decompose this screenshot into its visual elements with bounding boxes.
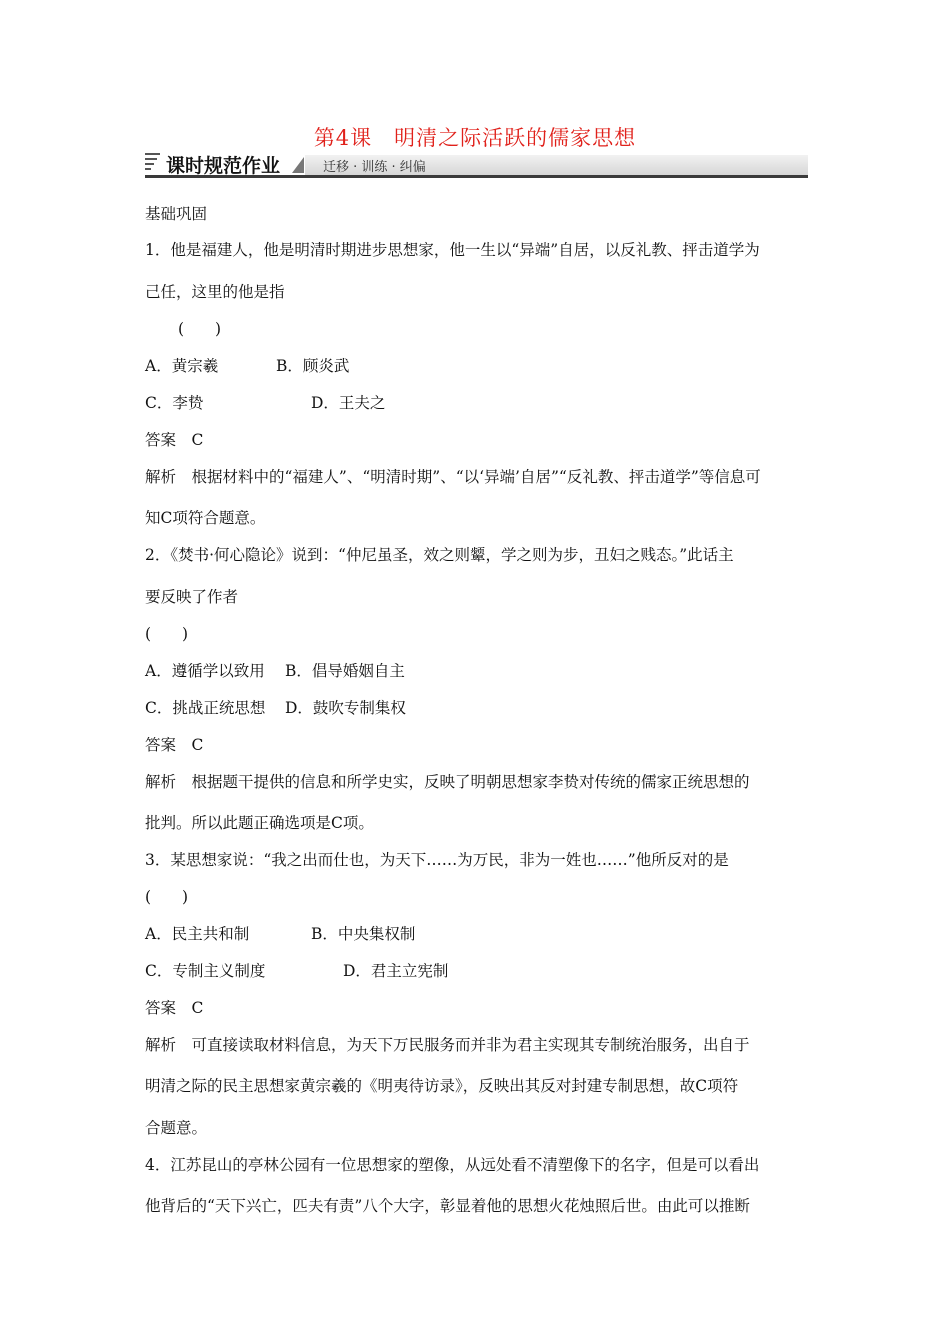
q1-answer: 答案 C xyxy=(145,431,204,449)
q2-stem-line1: 2．《焚书·何心隐论》说到：“仲尼虽圣，效之则颦，学之则为步，丑妇之贱态。”此话主 xyxy=(145,546,734,564)
q1-explanation-line1: 解析 根据材料中的“福建人”、“明清时期”、“以‘异端’自居”“反礼教、抨击道学”等信息可 xyxy=(145,468,761,486)
q1-option-b: B．顾炎武 xyxy=(276,357,350,375)
q3-option-b: B．中央集权制 xyxy=(311,925,416,943)
q2-explanation-line2: 批判。所以此题正确选项是C项。 xyxy=(145,814,374,832)
q1-stem-line2: 己任，这里的他是指 xyxy=(145,283,285,301)
q3-explanation-line3: 合题意。 xyxy=(145,1119,208,1137)
q3-answer: 答案 C xyxy=(145,999,204,1017)
q1-answer-paren: ( ) xyxy=(178,320,222,338)
q2-option-b: B．倡导婚姻自主 xyxy=(285,662,405,680)
banner-label: 课时规范作业 xyxy=(166,155,281,177)
q4-stem-line2: 他背后的“天下兴亡，匹夫有责”八个大字，彰显着他的思想火花烛照后世。由此可以推断 xyxy=(145,1197,750,1215)
section-heading: 基础巩固 xyxy=(145,205,208,223)
q2-option-d: D．鼓吹专制集权 xyxy=(285,699,406,717)
q3-stem-line1: 3．某思想家说：“我之出而仕也，为天下……为万民，非为一姓也……”他所反对的是 xyxy=(145,851,729,869)
banner-subtitle: 迁移 · 训练 · 纠偏 xyxy=(323,160,426,175)
triangle-icon xyxy=(292,157,304,173)
q3-explanation-line2: 明清之际的民主思想家黄宗羲的《明夷待访录》，反映出其反对封建专制思想，故C项符 xyxy=(145,1077,739,1095)
q3-option-a: A．民主共和制 xyxy=(145,925,250,943)
q1-option-c: C．李贽 xyxy=(145,394,204,412)
q3-explanation-line1: 解析 可直接读取材料信息，为天下万民服务而并非为君主实现其专制统治服务，出自于 xyxy=(145,1036,750,1054)
section-banner xyxy=(145,151,808,177)
q2-option-a: A．遵循学以致用 xyxy=(145,662,265,680)
q1-option-a: A．黄宗羲 xyxy=(145,357,219,375)
q3-option-c: C．专制主义制度 xyxy=(145,962,266,980)
q1-option-d: D．王夫之 xyxy=(311,394,386,412)
q3-answer-paren: ( ) xyxy=(145,888,189,906)
page-title: 第4课 明清之际活跃的儒家思想 xyxy=(313,126,637,150)
q3-option-d: D．君主立宪制 xyxy=(343,962,449,980)
q4-stem-line1: 4．江苏昆山的亭林公园有一位思想家的塑像，从远处看不清塑像下的名字，但是可以看出 xyxy=(145,1156,760,1174)
q1-stem-line1: 1．他是福建人，他是明清时期进步思想家，他一生以“异端”自居，以反礼教、抨击道学为 xyxy=(145,241,760,259)
q2-stem-line2: 要反映了作者 xyxy=(145,588,239,606)
stripes-icon xyxy=(145,153,161,173)
q2-explanation-line1: 解析 根据题干提供的信息和所学史实，反映了明朝思想家李贽对传统的儒家正统思想的 xyxy=(145,773,750,791)
q2-answer: 答案 C xyxy=(145,736,204,754)
q1-explanation-line2: 知C项符合题意。 xyxy=(145,509,266,527)
q2-answer-paren: ( ) xyxy=(145,625,189,643)
q2-option-c: C．挑战正统思想 xyxy=(145,699,266,717)
